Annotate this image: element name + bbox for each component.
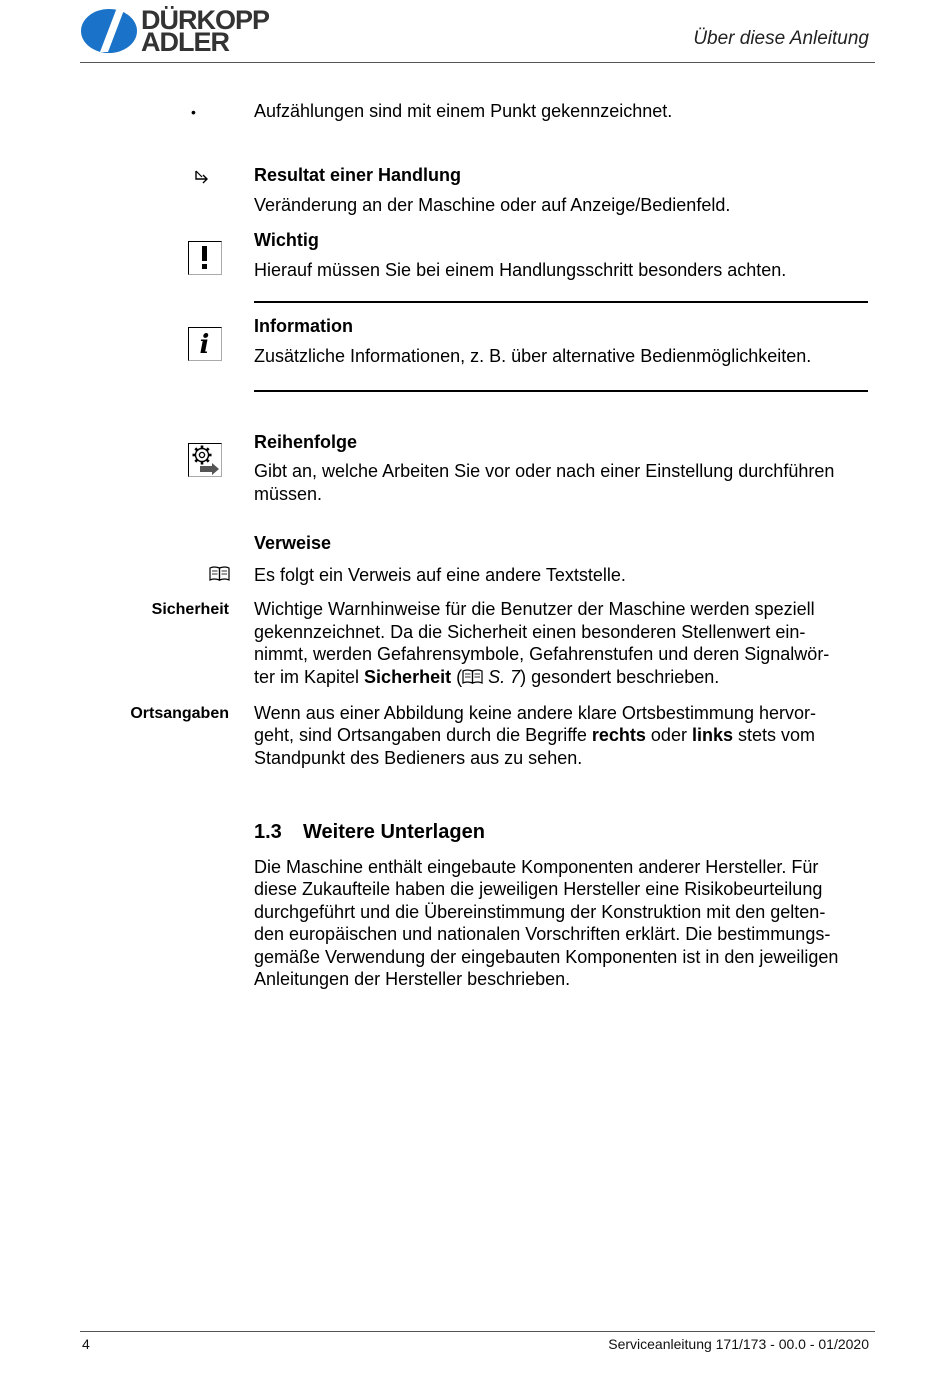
logo-text-line2: ADLER — [141, 27, 229, 57]
sequence-icon-box — [188, 443, 222, 477]
page-number: 4 — [82, 1336, 90, 1352]
safety-text-line: nimmt, werden Gefahrensymbole, Gefahrenstufen und deren Signalwör- — [254, 644, 830, 664]
safety-text-segment: ( — [451, 667, 463, 687]
location-term-left: links — [691, 725, 733, 745]
important-text: Hierauf müssen Sie bei einem Handlungsschritt besonders achten. — [254, 260, 787, 280]
divider-line — [254, 390, 868, 392]
references-heading: Verweise — [254, 533, 332, 553]
logo-text-line1: DÜRKOPP — [141, 5, 270, 35]
safety-text-segment: ) gesondert beschrieben. — [520, 667, 720, 687]
book-icon — [462, 669, 483, 685]
location-text-line: Wenn aus einer Abbildung keine andere klare Ortsbestimmung hervor- — [254, 703, 816, 723]
safety-text-line — [254, 666, 719, 689]
location-text-segment: oder — [645, 725, 692, 745]
important-heading: Wichtig — [254, 230, 319, 250]
document-id: Serviceanleitung 171/173 - 00.0 - 01/2020 — [608, 1336, 869, 1352]
section-title: Weitere Unterlagen — [303, 821, 485, 843]
result-text: Veränderung an der Maschine oder auf Anzeige/Bedienfeld. — [254, 195, 731, 215]
information-heading: Information — [254, 316, 353, 336]
location-text-line — [254, 724, 815, 747]
logo-mark-icon — [80, 8, 138, 54]
exclamation-icon — [189, 242, 220, 273]
sequence-heading: Reihenfolge — [254, 432, 358, 452]
header-rule — [80, 62, 875, 63]
bullet-text: Aufzählungen sind mit einem Punkt gekennzeichnet. — [254, 101, 673, 121]
safety-text-line: Wichtige Warnhinweise für die Benutzer der Maschine werden speziell — [254, 599, 815, 619]
location-side-label: Ortsangaben — [130, 705, 229, 722]
safety-side-label: Sicherheit — [151, 601, 229, 618]
info-icon — [189, 328, 220, 359]
location-text-line: Standpunkt des Bedieners aus zu sehen. — [254, 748, 583, 768]
svg-text:i: i — [199, 330, 210, 359]
sequence-text-line: müssen. — [254, 484, 323, 504]
safety-text-line: gekennzeichnet. Da die Sicherheit einen besonderen Stellenwert ein- — [254, 622, 806, 642]
information-icon-box — [188, 327, 222, 361]
gear-arrow-icon — [189, 444, 220, 475]
page-reference-link[interactable]: S. 7 — [488, 667, 521, 687]
section-text-line: diese Zukaufteile haben die jeweiligen Hersteller eine Risikobeurteilung — [254, 879, 823, 899]
section-text-line: Die Maschine enthält eingebaute Komponenten anderer Hersteller. Für — [254, 857, 819, 877]
references-text: Es folgt ein Verweis auf eine andere Textstelle. — [254, 565, 626, 585]
location-term-right: rechts — [591, 725, 646, 745]
location-text-segment: stets vom — [732, 725, 816, 745]
section-text-line: gemäße Verwendung der eingebauten Komponenten ist in den jeweiligen — [254, 947, 839, 967]
result-arrow-icon — [194, 170, 212, 186]
book-icon — [209, 566, 230, 582]
bullet-symbol: • — [191, 104, 196, 120]
result-heading: Resultat einer Handlung — [254, 165, 462, 185]
section-number: 1.3 — [254, 821, 282, 843]
section-text-line: Anleitungen der Hersteller beschrieben. — [254, 969, 571, 989]
safety-chapter-ref: Sicherheit — [364, 667, 452, 687]
divider-line — [254, 301, 868, 303]
important-icon-box — [188, 241, 222, 275]
footer-rule — [80, 1331, 875, 1332]
section-text-line: durchgeführt und die Übereinstimmung der Konstruktion mit den gelten- — [254, 902, 826, 922]
chapter-title: Über diese Anleitung — [693, 28, 869, 49]
information-text: Zusätzliche Informationen, z. B. über alternative Bedienmöglichkeiten. — [254, 346, 812, 366]
location-text-segment: geht, sind Ortsangaben durch die Begriffe — [254, 725, 592, 745]
sequence-text-line: Gibt an, welche Arbeiten Sie vor oder nach einer Einstellung durchführen — [254, 461, 835, 481]
safety-text-segment: ter im Kapitel — [254, 667, 365, 687]
section-text-line: den europäischen und nationalen Vorschriften erklärt. Die bestimmungs- — [254, 924, 831, 944]
